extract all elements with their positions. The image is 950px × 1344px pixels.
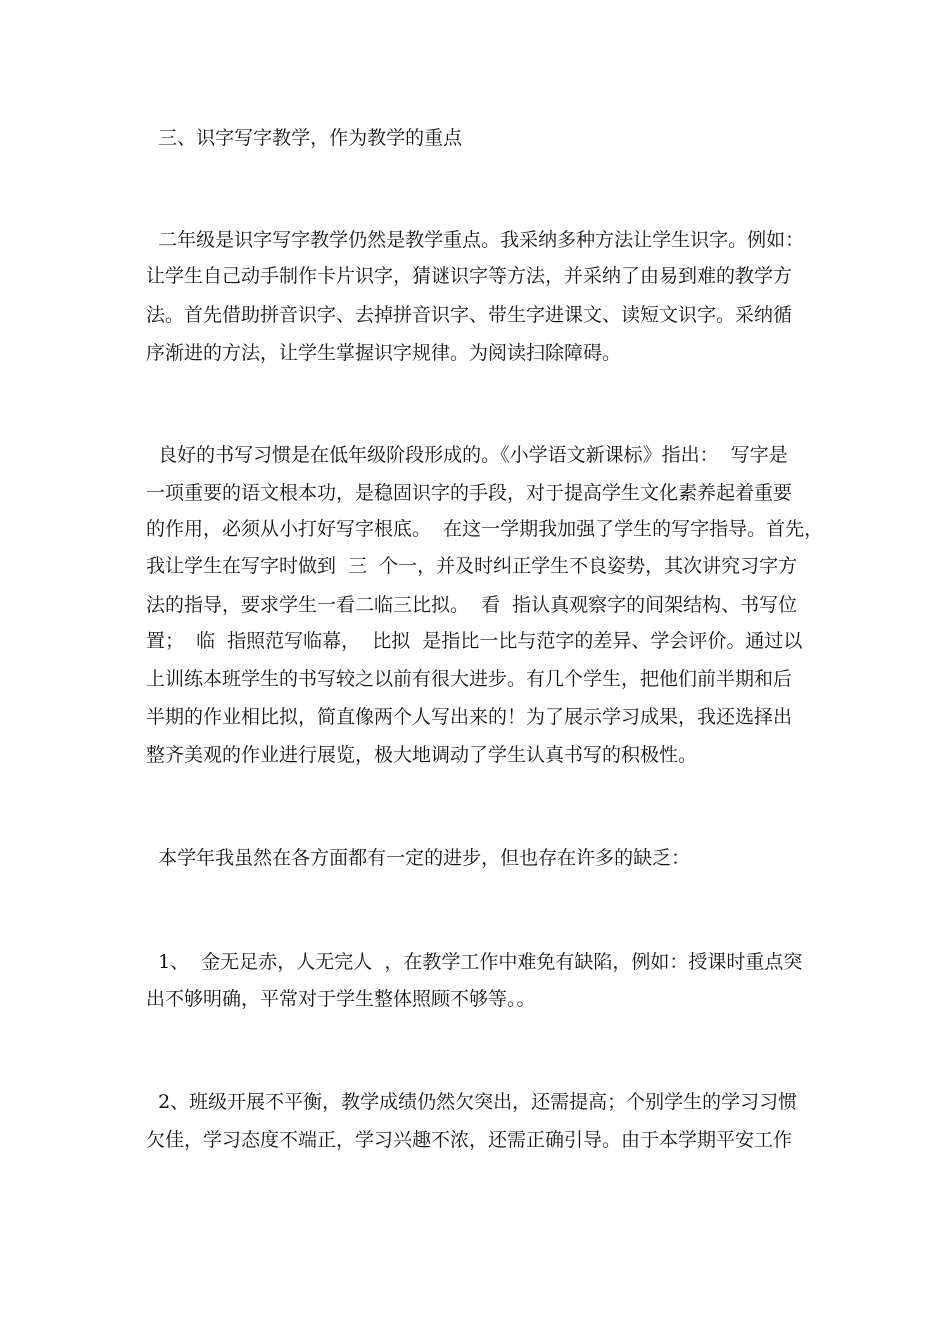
text-line: 本学年我虽然在各方面都有一定的进步，但也存在许多的缺乏： — [146, 847, 691, 869]
text-line: 让学生自己动手制作卡片识字，猜谜识字等方法，并采纳了由易到难的教学方 — [146, 265, 793, 287]
text-line: 法。首先借助拼音识字、去掉拼音识字、带生字进课文、读短文识字。采纳循 — [146, 304, 793, 326]
text-line: 序渐进的方法，让学生掌握识字规律。为阅读扫除障碍。 — [146, 342, 622, 364]
text-line: 欠佳，学习态度不端正，学习兴趣不浓，还需正确引导。由于本学期平安工作 — [146, 1129, 793, 1151]
text-line: 2、班级开展不平衡，教学成绩仍然欠突出，还需提高；个别学生的学习习惯 — [146, 1091, 798, 1113]
text-line: 1、 金无足赤，人无完人 ，在教学工作中难免有缺陷，例如：授课时重点突 — [146, 951, 803, 973]
text-line: 一项重要的语文根本功，是稳固识字的手段，对于提高学生文化素养起着重要 — [146, 482, 793, 504]
text-line: 整齐美观的作业进行展览，极大地调动了学生认真书写的积极性。 — [146, 744, 698, 766]
text-line: 的作用，必须从小打好写字根底。 在这一学期我加强了学生的写字指导。首先， — [146, 518, 824, 540]
text-line: 出不够明确，平常对于学生整体照顾不够等。。 — [146, 988, 536, 1010]
text-line: 半期的作业相比拟，简直像两个人写出来的！为了展示学习成果，我还选择出 — [146, 706, 793, 728]
text-line: 我让学生在写字时做到 三 个一，并及时纠正学生不良姿势，其次讲究习字方 — [146, 555, 798, 577]
text-line: 良好的书写习惯是在低年级阶段形成的。《小学语文新课标》指出： 写字是 — [146, 444, 788, 466]
text-line: 置； 临 指照范写临幕， 比拟 是指比一比与范字的差异、学会评价。通过以 — [146, 630, 803, 652]
text-line: 上训练本班学生的书写较之以前有很大进步。有几个学生，把他们前半期和后 — [146, 668, 793, 690]
text-line: 法的指导，要求学生一看二临三比拟。 看 指认真观察字的间架结构、书写位 — [146, 594, 798, 616]
text-line: 二年级是识字写字教学仍然是教学重点。我采纳多种方法让学生识字。例如： — [146, 229, 805, 251]
section-heading: 三、识字写字教学，作为教学的重点 — [146, 127, 463, 149]
